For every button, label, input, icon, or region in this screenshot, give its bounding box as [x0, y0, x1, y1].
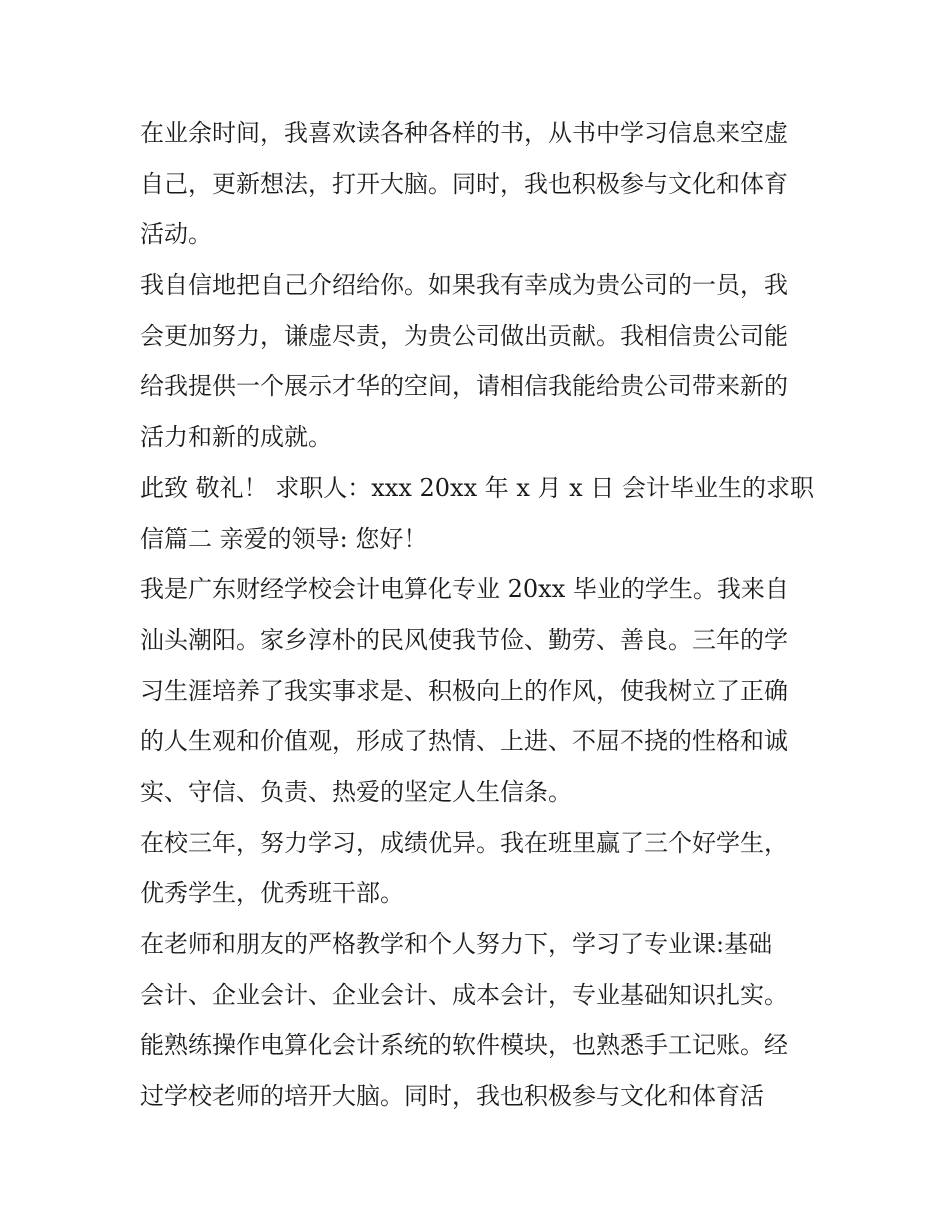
text-line: 实、守信、负责、热爱的坚定人生信条。: [140, 777, 572, 806]
document-body: [140, 108, 820, 1122]
text-line: 优秀学生，优秀班干部。: [140, 879, 404, 908]
text-line: 信篇二 亲爱的领导: 您好！: [140, 524, 428, 553]
text-line: 汕头潮阳。家乡淳朴的民风使我节俭、勤劳、善良。三年的学: [140, 625, 788, 654]
text-line: 习生涯培养了我实事求是、积极向上的作风，使我树立了正确: [140, 676, 788, 705]
text-line: 能熟练操作电算化会计系统的软件模块，也熟悉手工记账。经: [140, 1031, 788, 1060]
text-line: 给我提供一个展示才华的空间，请相信我能给贵公司带来新的: [140, 372, 788, 401]
text-line: 我自信地把自己介绍给你。如果我有幸成为贵公司的一员，我: [140, 271, 788, 300]
text-line: 活力和新的成就。: [140, 423, 332, 452]
text-line: 在业余时间，我喜欢读各种各样的书，从书中学习信息来空虚: [140, 119, 788, 147]
text-line: 会更加努力，谦虚尽责，为贵公司做出贡献。我相信贵公司能: [140, 321, 788, 350]
text-line: 会计、企业会计、企业会计、成本会计，专业基础知识扎实。: [140, 980, 788, 1009]
text-line: 活动。: [140, 220, 212, 249]
text-line: 我是广东财经学校会计电算化专业 20xx 毕业的学生。我来自: [140, 575, 789, 604]
text-line: 在校三年，努力学习，成绩优异。我在班里赢了三个好学生，: [140, 828, 788, 857]
text-line: 在老师和朋友的严格教学和个人努力下，学习了专业课:基础: [140, 930, 773, 958]
text-line: 此致 敬礼！ 求职人：xxx 20xx 年 x 月 x 日 会计毕业生的求职: [140, 473, 814, 502]
text-line: 自己，更新想法，打开大脑。同时，我也积极参与文化和体育: [140, 169, 788, 198]
text-line: 过学校老师的培开大脑。同时，我也积极参与文化和体育活: [140, 1082, 764, 1111]
text-line: 的人生观和价值观，形成了热情、上进、不屈不挠的性格和诚: [140, 727, 788, 756]
